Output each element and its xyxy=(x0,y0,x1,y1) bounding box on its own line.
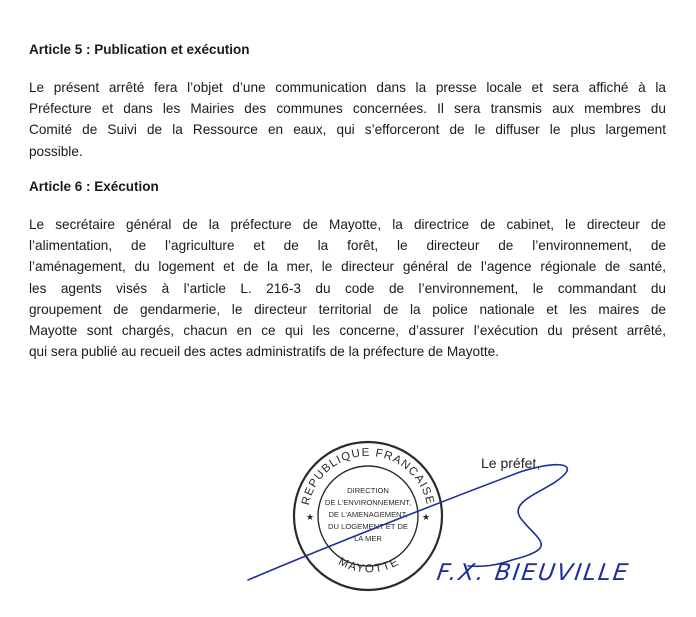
star-icon: ★ xyxy=(306,512,315,522)
paragraph-line: Le présent arrêté fera l’objet d’une communication dans la presse locale et sera affiché à la xyxy=(29,80,666,95)
paragraph-line: possible. xyxy=(29,143,83,159)
paragraph-line: les agents visés à l’article L. 216-3 du code de l’environnement, le commandant du xyxy=(29,280,666,296)
paragraph-line: Préfecture et dans les Mairies des communes concernées. Il sera transmis aux membres du xyxy=(29,101,666,117)
stamp-center-line: DE L'AMENAGEMENT, xyxy=(328,510,408,519)
stamp-center-line: DIRECTION xyxy=(347,486,389,495)
stamp-center-line: DE L'ENVIRONNEMENT, xyxy=(324,498,412,507)
stamp-ring-top-text: REPUBLIQUE FRANCAISE xyxy=(299,446,436,507)
article-5-heading: Article 5 : Publication et exécution xyxy=(29,42,250,57)
paragraph-line: l’aménagement, du logement et de la mer, le directeur général de l’agence régionale de santé, xyxy=(29,259,666,275)
stamp-center-line: LA MER xyxy=(354,534,382,543)
stamp-ring-bottom-text: MAYOTTE xyxy=(336,555,402,576)
article-6-heading: Article 6 : Exécution xyxy=(29,179,159,194)
paragraph-line: Mayotte sont chargés, chacun en ce qui les concerne, d’assurer l’exécution du présent arrêté, xyxy=(29,322,666,338)
signer-name: F.X. BIEUVILLE xyxy=(435,560,632,586)
stamp-center-line: DU LOGEMENT ET DE xyxy=(328,522,408,531)
paragraph-line: Comité de Suivi de la Ressource en eaux, qui s’efforceront de le diffuser le plus largement xyxy=(29,122,666,138)
paragraph-line: qui sera publié au recueil des actes administratifs de la préfecture de Mayotte. xyxy=(29,344,499,360)
paragraph-line: groupement de gendarmerie, le directeur territorial de la police nationale et les maires de xyxy=(29,301,666,317)
star-icon: ★ xyxy=(422,512,431,522)
signatory-title: Le préfet, xyxy=(481,455,541,471)
paragraph-line: Le secrétaire général de la préfecture de Mayotte, la directrice de cabinet, le directeur de xyxy=(29,217,666,232)
paragraph-line: l’alimentation, de l’agriculture et de la forêt, le directeur de l’environnement, de xyxy=(29,238,666,254)
